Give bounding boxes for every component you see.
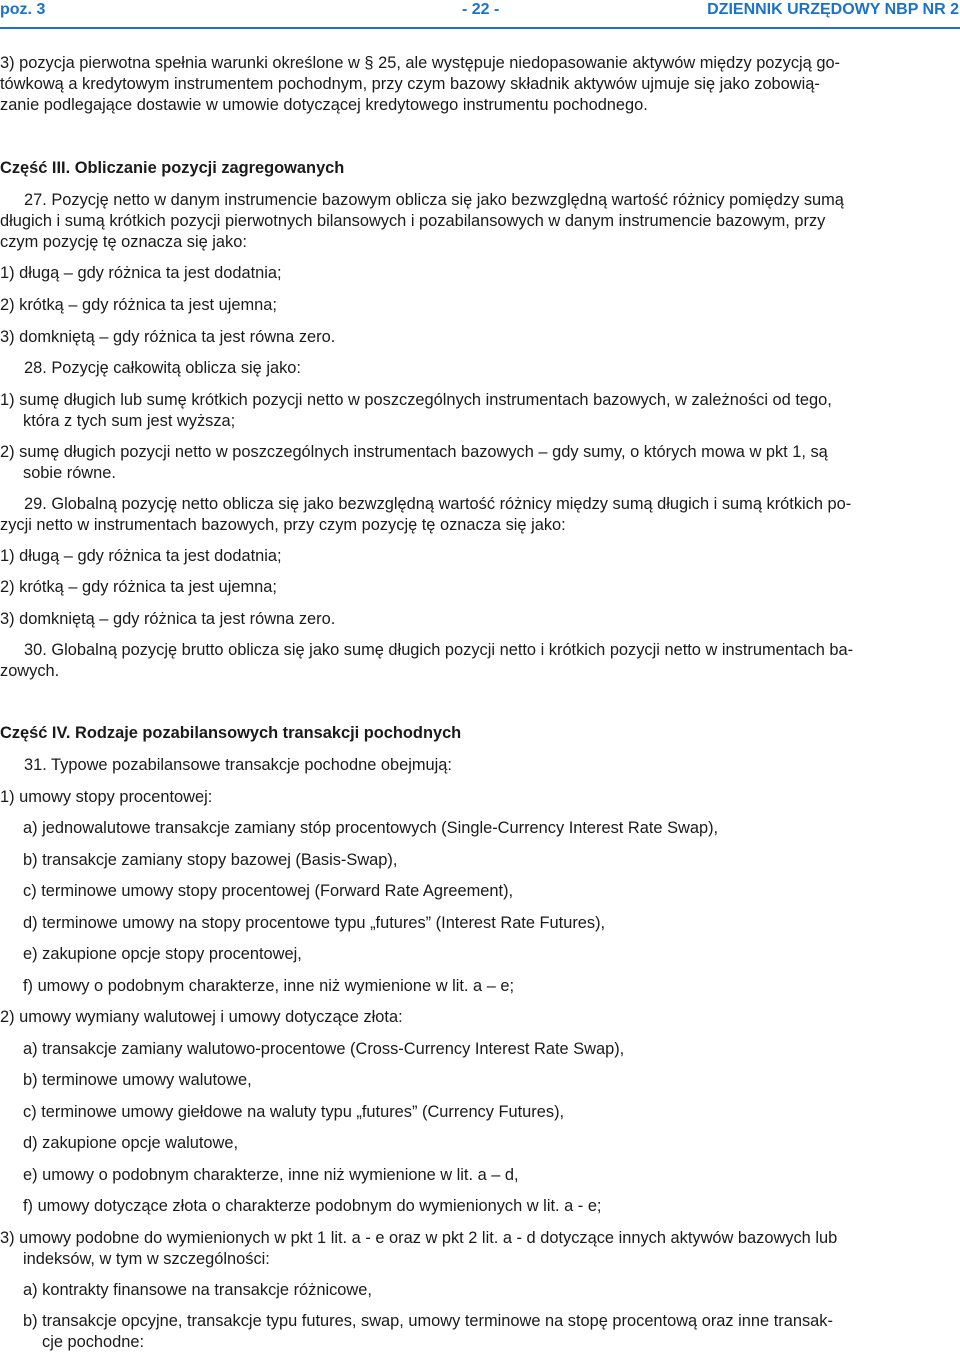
list-item: 2) umowy wymiany walutowej i umowy dotyczące złota: <box>0 1008 403 1026</box>
list-subitem: a) transakcje zamiany walutowo-procentowe (Cross-Currency Interest Rate Swap), <box>23 1040 625 1058</box>
list-item <box>0 1228 960 1270</box>
text-line: 30. Globalną pozycję brutto oblicza się jako sumę długich pozycji netto i krótkich pozycji netto w instrumentach ba- <box>24 641 854 659</box>
list-subitem: f) umowy dotyczące złota o charakterze podobnym do wymienionych w lit. a - e; <box>23 1197 602 1215</box>
page-number: - 22 - <box>462 1 500 18</box>
text-line: 1) sumę długich lub sumę krótkich pozycji netto w poszczególnych instrumentach bazowych, w zależności od tego, <box>0 391 832 409</box>
section-29 <box>0 494 960 536</box>
list-item: 3) domkniętą – gdy różnica ta jest równa zero. <box>0 328 336 346</box>
list-subitem: b) terminowe umowy walutowe, <box>23 1071 252 1089</box>
list-item: 2) krótką – gdy różnica ta jest ujemna; <box>0 578 277 596</box>
list-subitem: b) transakcje zamiany stopy bazowej (Basis-Swap), <box>23 851 398 869</box>
list-item: 1) umowy stopy procentowej: <box>0 788 213 806</box>
section-30 <box>0 640 960 682</box>
list-item <box>0 442 960 484</box>
list-item: 2) krótką – gdy różnica ta jest ujemna; <box>0 296 277 314</box>
list-item: 3) domkniętą – gdy różnica ta jest równa zero. <box>0 610 336 628</box>
paragraph-3 <box>0 53 960 116</box>
list-subitem <box>23 1311 960 1353</box>
text-line: zowych. <box>0 662 60 680</box>
list-subitem: d) zakupione opcje walutowe, <box>23 1134 239 1152</box>
text-line: 3) pozycja pierwotna spełnia warunki określone w § 25, ale występuje niedopasowanie aktywów między pozycją go- <box>0 54 841 72</box>
text-line: indeksów, w tym w szczególności: <box>23 1250 270 1268</box>
list-subitem: e) umowy o podobnym charakterze, inne niż wymienione w lit. a – d, <box>23 1166 519 1184</box>
list-subitem: a) jednowalutowe transakcje zamiany stóp procentowych (Single-Currency Interest Rate Swap), <box>23 819 719 837</box>
page-reference: poz. 3 <box>0 1 46 18</box>
journal-title: DZIENNIK URZĘDOWY NBP NR 2 <box>707 1 959 18</box>
section-28: 28. Pozycję całkowitą oblicza się jako: <box>24 359 301 377</box>
text-line: 3) umowy podobne do wymienionych w pkt 1 lit. a - e oraz w pkt 2 lit. a - d dotyczące innych aktywów bazowych lub <box>0 1229 838 1247</box>
text-line: która z tych sum jest wyższa; <box>23 412 236 430</box>
list-item: 1) długą – gdy różnica ta jest dodatnia; <box>0 264 282 282</box>
list-subitem: c) terminowe umowy giełdowe na waluty typu „futures” (Currency Futures), <box>23 1103 565 1121</box>
list-subitem: f) umowy o podobnym charakterze, inne niż wymienione w lit. a – e; <box>23 977 515 995</box>
list-subitem: a) kontrakty finansowe na transakcje różnicowe, <box>23 1281 372 1299</box>
text-line: czym pozycję tę oznacza się jako: <box>0 233 247 251</box>
section-heading-part-3: Część III. Obliczanie pozycji zagregowanych <box>0 159 345 177</box>
text-line: 27. Pozycję netto w danym instrumencie bazowym oblicza się jako bezwzględną wartość różnicy pomiędzy sumą <box>24 191 844 209</box>
section-31: 31. Typowe pozabilansowe transakcje pochodne obejmują: <box>24 756 452 774</box>
text-line: 2) sumę długich pozycji netto w poszczególnych instrumentach bazowych – gdy sumy, o których mowa w pkt 1, są <box>0 443 828 461</box>
text-line: cje pochodne: <box>42 1333 145 1351</box>
list-subitem: c) terminowe umowy stopy procentowej (Forward Rate Agreement), <box>23 882 514 900</box>
text-line: b) transakcje opcyjne, transakcje typu futures, swap, umowy terminowe na stopę procentową oraz inne transak- <box>23 1312 833 1330</box>
text-line: tówkową a kredytowym instrumentem pochodnym, przy czym bazowy składnik aktywów ujmuje się jako zobowią- <box>0 75 820 93</box>
section-heading-part-4: Część IV. Rodzaje pozabilansowych transakcji pochodnych <box>0 724 462 742</box>
text-line: zanie podlegające dostawie w umowie dotyczącej kredytowego instrumentu pochodnego. <box>0 96 648 114</box>
list-item <box>0 390 960 432</box>
text-line: sobie równe. <box>23 464 116 482</box>
list-item: 1) długą – gdy różnica ta jest dodatnia; <box>0 547 282 565</box>
section-27 <box>0 190 960 253</box>
header-divider <box>0 27 960 29</box>
page-header <box>0 0 960 22</box>
text-line: zycji netto w instrumentach bazowych, przy czym pozycję tę oznacza się jako: <box>0 516 566 534</box>
list-subitem: e) zakupione opcje stopy procentowej, <box>23 945 302 963</box>
list-subitem: d) terminowe umowy na stopy procentowe typu „futures” (Interest Rate Futures), <box>23 914 606 932</box>
text-line: długich i sumą krótkich pozycji pierwotnych bilansowych i pozabilansowych w danym instrumencie bazowym, przy <box>0 212 826 230</box>
text-line: 29. Globalną pozycję netto oblicza się jako bezwzględną wartość różnicy między sumą długich i sumą krótkich po- <box>24 495 852 513</box>
